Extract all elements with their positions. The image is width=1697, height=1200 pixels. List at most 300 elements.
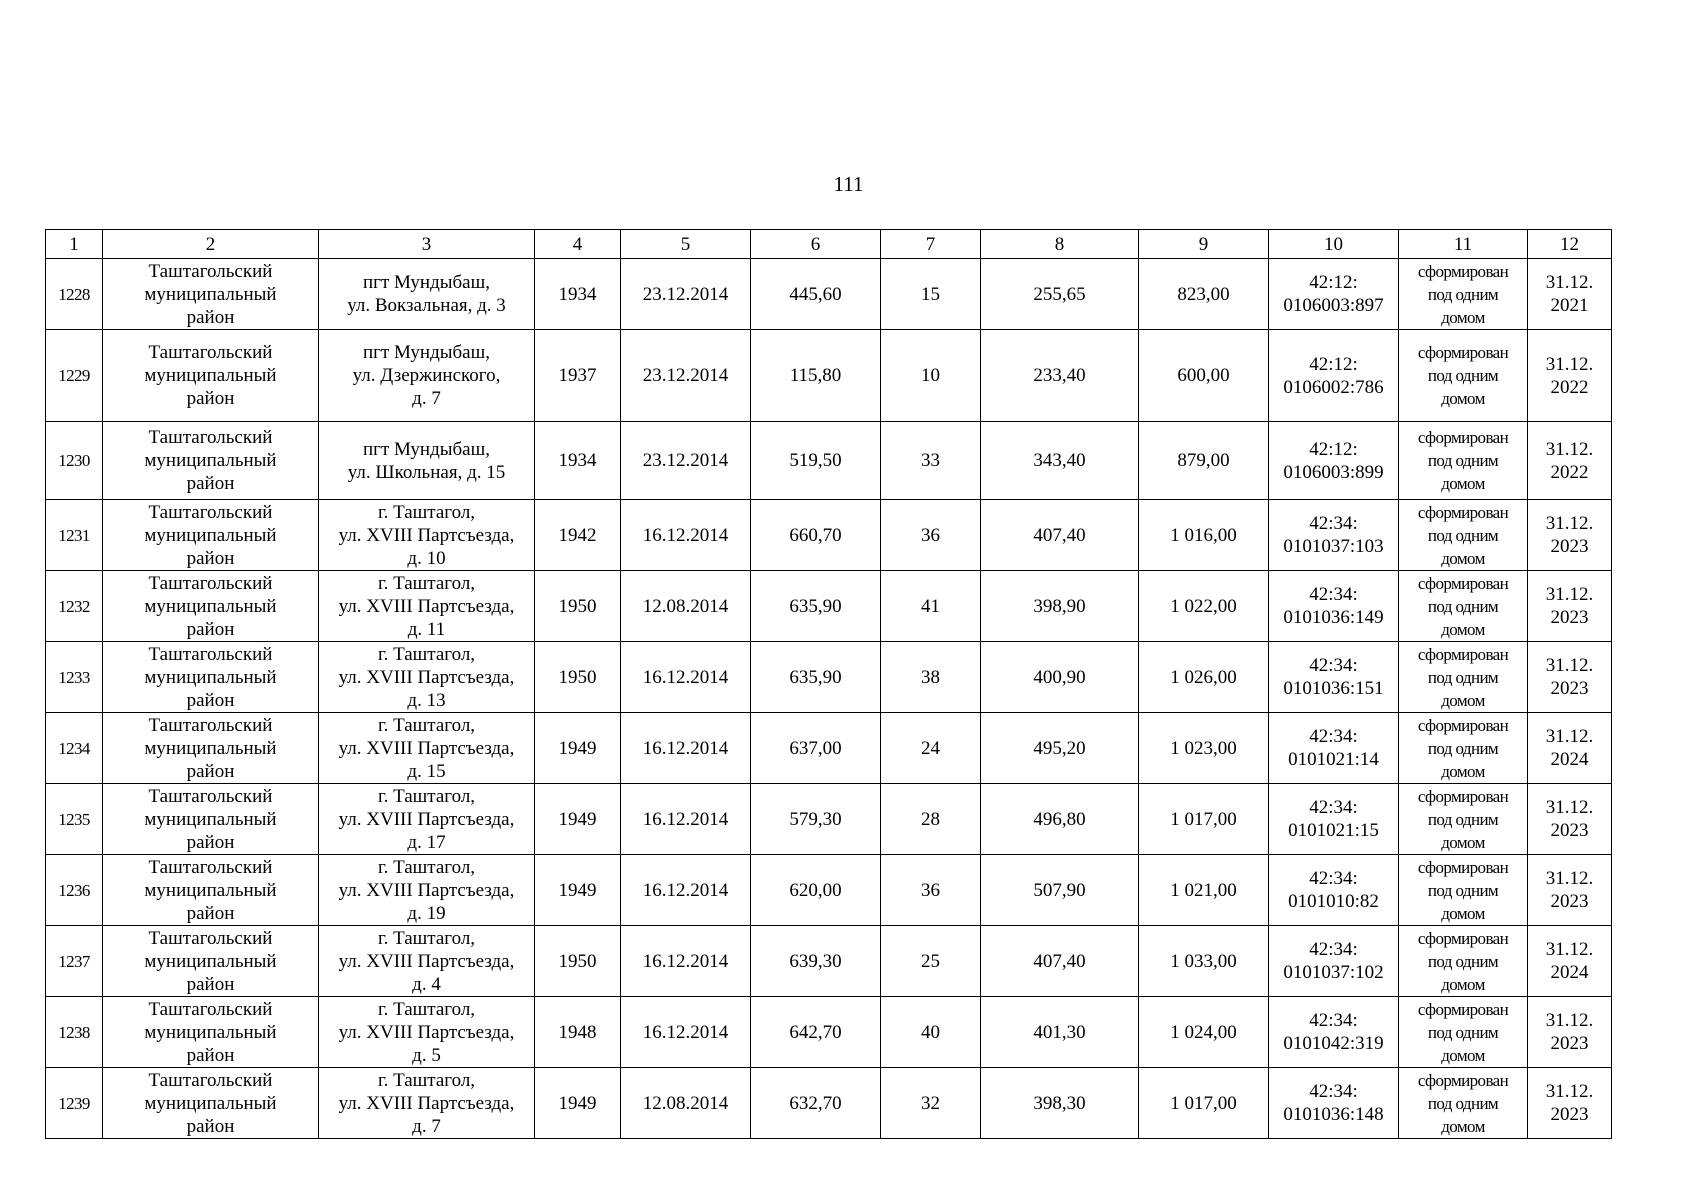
table-row — [46, 1068, 1612, 1139]
column-header: 4 — [535, 230, 621, 259]
cadastral-number-cell — [1269, 926, 1399, 997]
column-9-cell: 1 026,00 — [1139, 642, 1269, 713]
column-6-cell: 445,60 — [751, 259, 881, 330]
column-header: 6 — [751, 230, 881, 259]
column-9-cell: 1 017,00 — [1139, 1068, 1269, 1139]
status-line: под одним — [1427, 1093, 1499, 1113]
due-date-line: 2022 — [1550, 376, 1589, 398]
address-line: ул. XVIII Партсъезда, — [338, 950, 515, 972]
column-9-cell: 1 016,00 — [1139, 500, 1269, 571]
status-line: домом — [1441, 474, 1485, 493]
cadastral-number-cell — [1269, 330, 1399, 422]
table-body — [46, 259, 1612, 1139]
due-date-line: 31.12. — [1545, 272, 1594, 293]
column-7-cell: 15 — [881, 259, 981, 330]
due-date-line: 31.12. — [1545, 1010, 1594, 1031]
due-date-line: 2024 — [1550, 962, 1589, 983]
cadastral-line: 0106002:786 — [1283, 376, 1384, 398]
column-7-cell: 40 — [881, 997, 981, 1068]
column-6-cell: 660,70 — [751, 500, 881, 571]
status-line: домом — [1441, 389, 1485, 408]
due-date-line: 31.12. — [1545, 584, 1594, 605]
column-8-cell: 398,30 — [981, 1068, 1139, 1139]
status-line: под одним — [1427, 284, 1499, 304]
status-line: под одним — [1427, 525, 1499, 545]
cadastral-line: 42:34: — [1309, 1010, 1358, 1031]
date-cell: 16.12.2014 — [621, 500, 751, 571]
row-number: 1228 — [46, 259, 103, 330]
row-number: 1234 — [46, 713, 103, 784]
address-line: д. 7 — [412, 388, 441, 409]
municipality-line: Таштагольский — [148, 342, 273, 363]
column-7-cell: 41 — [881, 571, 981, 642]
row-number: 1231 — [46, 500, 103, 571]
column-9-cell: 1 017,00 — [1139, 784, 1269, 855]
column-6-cell: 115,80 — [751, 330, 881, 422]
column-6-cell: 639,30 — [751, 926, 881, 997]
row-number: 1233 — [46, 642, 103, 713]
due-date-cell — [1528, 422, 1612, 500]
date-cell: 16.12.2014 — [621, 926, 751, 997]
page-number: 111 — [833, 172, 864, 196]
status-line: сформирован — [1417, 928, 1509, 948]
municipality-line: муниципальный — [144, 950, 277, 972]
status-line: домом — [1441, 903, 1485, 923]
column-7-cell: 24 — [881, 713, 981, 784]
address-cell — [319, 713, 535, 784]
cadastral-line: 42:34: — [1309, 1081, 1358, 1102]
column-8-cell: 401,30 — [981, 997, 1139, 1068]
status-line: под одним — [1427, 596, 1499, 616]
address-line: д. 19 — [407, 902, 446, 924]
cadastral-line: 42:12: — [1309, 272, 1358, 293]
header-row — [46, 230, 1612, 259]
due-date-line: 2024 — [1550, 749, 1589, 770]
table-row — [46, 784, 1612, 855]
address-line: д. 17 — [407, 831, 446, 853]
column-7-cell: 25 — [881, 926, 981, 997]
column-9-cell: 1 021,00 — [1139, 855, 1269, 926]
column-8-cell: 343,40 — [981, 422, 1139, 500]
column-header: 9 — [1139, 230, 1269, 259]
address-line: д. 10 — [407, 547, 446, 569]
column-7-cell: 10 — [881, 330, 981, 422]
cadastral-line: 42:34: — [1309, 797, 1358, 818]
cadastral-line: 0101021:14 — [1288, 749, 1379, 770]
cadastral-number-cell — [1269, 259, 1399, 330]
status-line: сформирован — [1417, 343, 1509, 362]
column-8-cell: 407,40 — [981, 500, 1139, 571]
due-date-line: 31.12. — [1545, 655, 1594, 676]
municipality-cell — [103, 926, 319, 997]
municipality-line: Таштагольский — [148, 260, 273, 282]
municipality-line: район — [186, 618, 235, 640]
due-date-line: 2023 — [1550, 891, 1589, 912]
due-date-line: 2023 — [1550, 607, 1589, 628]
status-cell — [1399, 330, 1528, 422]
row-number: 1239 — [46, 1068, 103, 1139]
status-line: под одним — [1427, 951, 1499, 971]
row-number: 1232 — [46, 571, 103, 642]
cadastral-number-cell — [1269, 642, 1399, 713]
column-6-cell: 579,30 — [751, 784, 881, 855]
status-line: домом — [1441, 832, 1485, 852]
registry-table — [45, 229, 1612, 1139]
municipality-cell — [103, 642, 319, 713]
cadastral-number-cell — [1269, 855, 1399, 926]
table-header — [46, 230, 1612, 259]
status-line: сформирован — [1417, 428, 1509, 447]
column-header: 3 — [319, 230, 535, 259]
address-line: г. Таштагол, — [377, 998, 476, 1020]
status-line: сформирован — [1417, 261, 1509, 281]
column-6-cell: 519,50 — [751, 422, 881, 500]
municipality-line: Таштагольский — [148, 427, 273, 448]
municipality-line: район — [186, 473, 235, 494]
address-line: ул. XVIII Партсъезда, — [338, 1092, 515, 1114]
due-date-line: 31.12. — [1545, 868, 1594, 889]
year-cell: 1934 — [535, 259, 621, 330]
due-date-cell — [1528, 926, 1612, 997]
year-cell: 1950 — [535, 926, 621, 997]
municipality-line: Таштагольский — [148, 643, 273, 665]
cadastral-line: 0101037:102 — [1283, 962, 1384, 983]
column-6-cell: 635,90 — [751, 642, 881, 713]
address-line: г. Таштагол, — [377, 501, 476, 523]
address-line: г. Таштагол, — [377, 714, 476, 736]
column-7-cell: 36 — [881, 500, 981, 571]
address-line: ул. Вокзальная, д. 3 — [347, 295, 506, 316]
municipality-cell — [103, 1068, 319, 1139]
municipality-line: Таштагольский — [148, 856, 273, 878]
municipality-line: муниципальный — [144, 595, 277, 617]
table-row — [46, 571, 1612, 642]
column-7-cell: 33 — [881, 422, 981, 500]
status-cell — [1399, 642, 1528, 713]
year-cell: 1937 — [535, 330, 621, 422]
due-date-line: 31.12. — [1545, 797, 1594, 818]
row-number: 1237 — [46, 926, 103, 997]
due-date-cell — [1528, 500, 1612, 571]
year-cell: 1934 — [535, 422, 621, 500]
municipality-line: муниципальный — [144, 524, 277, 546]
row-number: 1235 — [46, 784, 103, 855]
municipality-cell — [103, 330, 319, 422]
due-date-line: 31.12. — [1545, 513, 1594, 534]
address-line: ул. XVIII Партсъезда, — [338, 666, 515, 688]
address-line: ул. XVIII Партсъезда, — [338, 879, 515, 901]
table-row — [46, 642, 1612, 713]
municipality-line: Таштагольский — [148, 572, 273, 594]
address-cell — [319, 784, 535, 855]
address-line: г. Таштагол, — [377, 856, 476, 878]
municipality-line: муниципальный — [144, 450, 277, 471]
municipality-cell — [103, 855, 319, 926]
status-line: под одним — [1427, 880, 1499, 900]
due-date-cell — [1528, 784, 1612, 855]
due-date-cell — [1528, 330, 1612, 422]
address-line: г. Таштагол, — [377, 927, 476, 949]
column-8-cell: 407,40 — [981, 926, 1139, 997]
municipality-cell — [103, 571, 319, 642]
column-8-cell: 398,90 — [981, 571, 1139, 642]
cadastral-number-cell — [1269, 422, 1399, 500]
column-header: 1 — [46, 230, 103, 259]
cadastral-number-cell — [1269, 571, 1399, 642]
municipality-line: район — [186, 902, 235, 924]
table-row — [46, 855, 1612, 926]
municipality-cell — [103, 500, 319, 571]
year-cell: 1942 — [535, 500, 621, 571]
column-7-cell: 28 — [881, 784, 981, 855]
address-line: д. 7 — [412, 1115, 441, 1137]
municipality-line: муниципальный — [144, 879, 277, 901]
status-line: домом — [1441, 307, 1485, 327]
status-line: под одним — [1427, 667, 1499, 687]
address-line: д. 15 — [407, 760, 446, 782]
date-cell: 16.12.2014 — [621, 713, 751, 784]
cadastral-number-cell — [1269, 500, 1399, 571]
table-row — [46, 500, 1612, 571]
status-line: сформирован — [1417, 644, 1509, 664]
column-header: 5 — [621, 230, 751, 259]
date-cell: 16.12.2014 — [621, 784, 751, 855]
cadastral-line: 0101036:148 — [1283, 1104, 1384, 1125]
column-9-cell: 1 022,00 — [1139, 571, 1269, 642]
column-header: 10 — [1269, 230, 1399, 259]
municipality-line: Таштагольский — [148, 714, 273, 736]
cadastral-line: 42:12: — [1309, 438, 1358, 460]
column-6-cell: 635,90 — [751, 571, 881, 642]
status-cell — [1399, 259, 1528, 330]
municipality-line: Таштагольский — [148, 785, 273, 807]
cadastral-line: 0101042:319 — [1283, 1033, 1384, 1054]
municipality-line: Таштагольский — [148, 501, 273, 523]
column-9-cell: 823,00 — [1139, 259, 1269, 330]
table-row — [46, 259, 1612, 330]
date-cell: 16.12.2014 — [621, 642, 751, 713]
year-cell: 1949 — [535, 784, 621, 855]
column-6-cell: 620,00 — [751, 855, 881, 926]
municipality-line: муниципальный — [144, 283, 277, 305]
address-line: д. 11 — [407, 618, 446, 640]
column-9-cell: 879,00 — [1139, 422, 1269, 500]
due-date-cell — [1528, 855, 1612, 926]
column-8-cell: 507,90 — [981, 855, 1139, 926]
column-6-cell: 642,70 — [751, 997, 881, 1068]
status-line: сформирован — [1417, 1070, 1509, 1090]
cadastral-line: 0101010:82 — [1288, 891, 1379, 912]
municipality-line: муниципальный — [144, 1092, 277, 1114]
address-line: ул. XVIII Партсъезда, — [338, 595, 515, 617]
status-line: домом — [1441, 548, 1485, 568]
year-cell: 1949 — [535, 855, 621, 926]
column-header: 12 — [1528, 230, 1612, 259]
cadastral-line: 0101037:103 — [1283, 536, 1384, 557]
due-date-line: 31.12. — [1545, 939, 1594, 960]
municipality-line: муниципальный — [144, 666, 277, 688]
due-date-line: 2023 — [1550, 820, 1589, 841]
row-number: 1236 — [46, 855, 103, 926]
address-cell — [319, 855, 535, 926]
address-line: ул. XVIII Партсъезда, — [338, 737, 515, 759]
municipality-cell — [103, 784, 319, 855]
address-line: д. 13 — [407, 689, 446, 711]
cadastral-line: 42:12: — [1309, 353, 1358, 375]
municipality-line: район — [186, 1115, 235, 1137]
status-cell — [1399, 571, 1528, 642]
status-line: сформирован — [1417, 502, 1509, 522]
status-line: сформирован — [1417, 857, 1509, 877]
status-line: домом — [1441, 1045, 1485, 1065]
status-line: под одним — [1427, 738, 1499, 758]
status-cell — [1399, 926, 1528, 997]
cadastral-line: 0106003:897 — [1283, 295, 1384, 316]
due-date-line: 31.12. — [1545, 1081, 1594, 1102]
status-line: сформирован — [1417, 786, 1509, 806]
cadastral-number-cell — [1269, 784, 1399, 855]
status-line: под одним — [1427, 809, 1499, 829]
year-cell: 1949 — [535, 1068, 621, 1139]
due-date-line: 2023 — [1550, 1104, 1589, 1125]
address-cell — [319, 330, 535, 422]
table-row — [46, 422, 1612, 500]
due-date-line: 31.12. — [1545, 438, 1594, 460]
address-cell — [319, 500, 535, 571]
municipality-line: район — [186, 760, 235, 782]
column-7-cell: 32 — [881, 1068, 981, 1139]
due-date-cell — [1528, 259, 1612, 330]
row-number: 1230 — [46, 422, 103, 500]
address-line: д. 5 — [412, 1044, 441, 1066]
cadastral-line: 42:34: — [1309, 726, 1358, 747]
municipality-line: муниципальный — [144, 737, 277, 759]
due-date-cell — [1528, 1068, 1612, 1139]
due-date-line: 2021 — [1550, 295, 1589, 316]
municipality-line: район — [186, 388, 235, 409]
address-line: ул. XVIII Партсъезда, — [338, 524, 515, 546]
municipality-cell — [103, 259, 319, 330]
year-cell: 1949 — [535, 713, 621, 784]
year-cell: 1950 — [535, 642, 621, 713]
cadastral-line: 0101036:151 — [1283, 678, 1384, 699]
address-line: г. Таштагол, — [377, 785, 476, 807]
due-date-cell — [1528, 997, 1612, 1068]
cadastral-line: 0101021:15 — [1288, 820, 1379, 841]
status-cell — [1399, 997, 1528, 1068]
address-line: ул. Дзержинского, — [352, 365, 501, 386]
municipality-line: район — [186, 306, 235, 328]
status-cell — [1399, 422, 1528, 500]
status-line: сформирован — [1417, 573, 1509, 593]
date-cell: 23.12.2014 — [621, 422, 751, 500]
municipality-cell — [103, 997, 319, 1068]
column-6-cell: 632,70 — [751, 1068, 881, 1139]
date-cell: 12.08.2014 — [621, 571, 751, 642]
municipality-line: район — [186, 973, 235, 995]
status-line: сформирован — [1417, 999, 1509, 1019]
address-cell — [319, 422, 535, 500]
municipality-line: муниципальный — [144, 808, 277, 830]
address-line: ул. Школьная, д. 15 — [347, 461, 506, 483]
column-header: 7 — [881, 230, 981, 259]
cadastral-line: 42:34: — [1309, 513, 1358, 534]
municipality-cell — [103, 422, 319, 500]
address-line: пгт Мундыбаш, — [362, 272, 491, 293]
column-7-cell: 36 — [881, 855, 981, 926]
address-line: ул. XVIII Партсъезда, — [338, 1021, 515, 1043]
due-date-line: 2023 — [1550, 678, 1589, 699]
row-number: 1238 — [46, 997, 103, 1068]
address-cell — [319, 259, 535, 330]
column-9-cell: 600,00 — [1139, 330, 1269, 422]
address-line: д. 4 — [412, 973, 441, 995]
column-8-cell: 496,80 — [981, 784, 1139, 855]
status-line: под одним — [1427, 366, 1499, 385]
status-line: домом — [1441, 690, 1485, 710]
municipality-line: муниципальный — [144, 365, 277, 386]
year-cell: 1950 — [535, 571, 621, 642]
column-8-cell: 400,90 — [981, 642, 1139, 713]
date-cell: 23.12.2014 — [621, 259, 751, 330]
municipality-line: муниципальный — [144, 1021, 277, 1043]
table-row — [46, 713, 1612, 784]
column-9-cell: 1 023,00 — [1139, 713, 1269, 784]
cadastral-line: 0106003:899 — [1283, 461, 1384, 483]
column-6-cell: 637,00 — [751, 713, 881, 784]
status-line: под одним — [1427, 1022, 1499, 1042]
address-line: г. Таштагол, — [377, 572, 476, 594]
municipality-line: Таштагольский — [148, 927, 273, 949]
cadastral-line: 42:34: — [1309, 584, 1358, 605]
address-cell — [319, 1068, 535, 1139]
cadastral-number-cell — [1269, 997, 1399, 1068]
column-7-cell: 38 — [881, 642, 981, 713]
status-cell — [1399, 855, 1528, 926]
due-date-cell — [1528, 571, 1612, 642]
column-header: 2 — [103, 230, 319, 259]
table-row — [46, 997, 1612, 1068]
address-line: г. Таштагол, — [377, 643, 476, 665]
address-cell — [319, 571, 535, 642]
municipality-line: район — [186, 689, 235, 711]
status-cell — [1399, 713, 1528, 784]
address-line: г. Таштагол, — [377, 1069, 476, 1091]
date-cell: 16.12.2014 — [621, 997, 751, 1068]
year-cell: 1948 — [535, 997, 621, 1068]
cadastral-number-cell — [1269, 713, 1399, 784]
municipality-line: район — [186, 1044, 235, 1066]
due-date-line: 31.12. — [1545, 353, 1594, 375]
column-9-cell: 1 024,00 — [1139, 997, 1269, 1068]
status-cell — [1399, 500, 1528, 571]
cadastral-line: 42:34: — [1309, 655, 1358, 676]
municipality-line: район — [186, 831, 235, 853]
status-line: домом — [1441, 974, 1485, 994]
due-date-line: 2023 — [1550, 1033, 1589, 1054]
column-8-cell: 495,20 — [981, 713, 1139, 784]
address-cell — [319, 997, 535, 1068]
due-date-cell — [1528, 642, 1612, 713]
column-8-cell: 233,40 — [981, 330, 1139, 422]
municipality-line: Таштагольский — [148, 1069, 273, 1091]
date-cell: 16.12.2014 — [621, 855, 751, 926]
status-line: домом — [1441, 619, 1485, 639]
row-number: 1229 — [46, 330, 103, 422]
municipality-line: район — [186, 547, 235, 569]
status-line: под одним — [1427, 451, 1499, 470]
status-cell — [1399, 1068, 1528, 1139]
